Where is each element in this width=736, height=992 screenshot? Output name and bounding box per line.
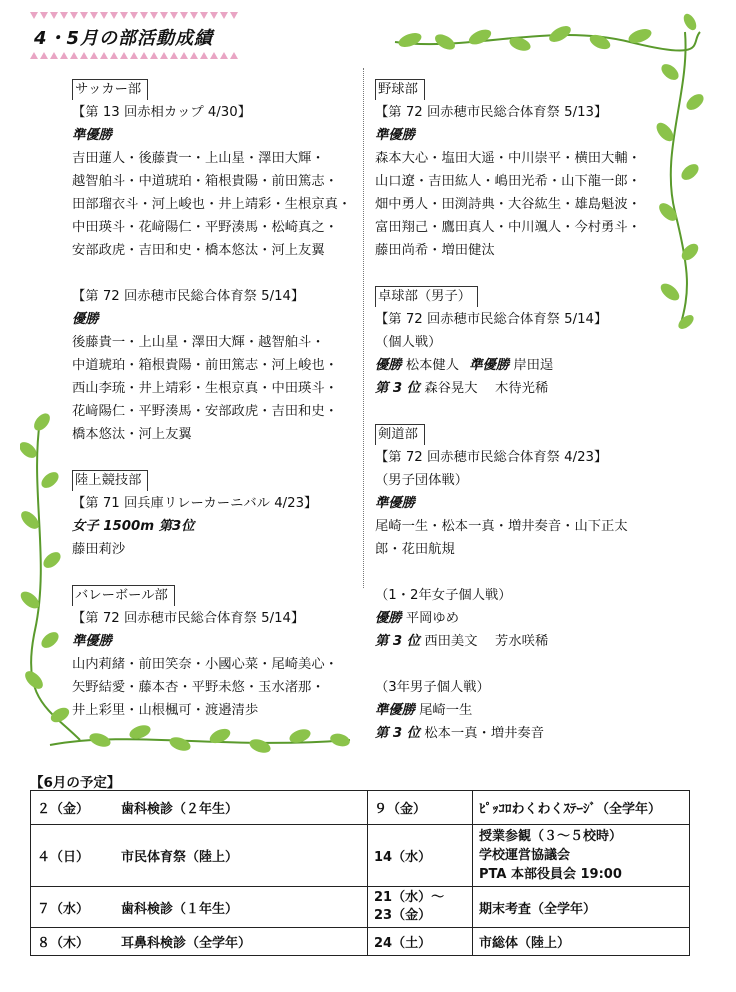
event-cell: 市民体育祭（陸上） (115, 825, 368, 887)
member-line: 西山李琉・井上靖彩・生根京真・中田瑛斗・ (72, 381, 338, 396)
member-line: 森本大心・塩田大遥・中川崇平・横田大輔・ (375, 151, 641, 166)
result-line (375, 699, 675, 722)
event-cell: 歯科検診（２年生） (115, 791, 368, 825)
column-divider (363, 68, 364, 588)
date-cell: ９（金） (368, 791, 473, 825)
award-label: 第 3 位 (375, 381, 421, 396)
result-line (375, 630, 675, 653)
table-row (31, 887, 690, 928)
event-title: 【第 72 回赤穂市民総合体育祭 5/14】 (375, 312, 608, 327)
event-title: 【第 72 回赤穂市民総合体育祭 5/13】 (375, 105, 608, 120)
club-heading-kendo: 剣道部 (375, 424, 425, 445)
right-column (375, 78, 675, 745)
event-title: 【第 71 回兵庫リレーカーニバル 4/23】 (72, 496, 318, 511)
member-line: 田部瑠衣斗・河上峻也・井上靖彩・生根京真・ (72, 197, 352, 212)
winner-name: 平岡ゆめ (405, 611, 460, 626)
member-line: 尾崎一生・松本一真・増井奏音・山下正太 (375, 519, 628, 534)
result-line (375, 377, 675, 400)
club-heading-volleyball: バレーボール部 (72, 585, 175, 606)
date-cell: ４（日） (31, 825, 116, 887)
club-heading-track: 陸上競技部 (72, 470, 148, 491)
date-cell: ２（金） (31, 791, 116, 825)
award-label: 優勝 (375, 358, 402, 373)
event-title: 【第 13 回赤相カップ 4/30】 (72, 105, 251, 120)
date-cell: 14（水） (368, 825, 473, 887)
member-line: 山内莉緒・前田笑奈・小國心菜・尾崎美心・ (72, 657, 338, 672)
event-title: 【第 72 回赤穂市民総合体育祭 5/14】 (72, 611, 305, 626)
award-label: 第 3 位 (375, 726, 421, 741)
category-label: （3年男子個人戦） (375, 680, 490, 695)
award-label: 優勝 (72, 312, 99, 327)
award-label: 第 3 位 (375, 634, 421, 649)
left-column (72, 78, 360, 722)
pink-triangle-border-bottom (30, 52, 240, 60)
event-title: 【第 72 回赤穂市民総合体育祭 5/14】 (72, 289, 305, 304)
award-label: 準優勝 (469, 358, 510, 373)
event-line: 期末考査（全学年） (479, 901, 597, 917)
pink-triangle-border-top (30, 12, 240, 20)
event-cell (473, 887, 690, 928)
category-label: （個人戦） (375, 335, 442, 350)
date-cell: 21（水）～ 23（金） (368, 887, 473, 928)
table-row (31, 928, 690, 956)
award-label: 女子 1500m 第3位 (72, 519, 195, 534)
runner-up-name: 岸田逞 (513, 358, 554, 373)
third-place-names: 松本一真・増井奏音 (424, 726, 545, 741)
event-line: 市総体（陸上） (479, 936, 571, 951)
event-cell (473, 791, 690, 825)
event-cell: 耳鼻科検診（全学年） (115, 928, 368, 956)
award-label: 準優勝 (375, 703, 415, 718)
member-line: 吉田蓮人・後藤貴一・上山星・澤田大輝・ (72, 151, 325, 166)
award-label: 準優勝 (72, 634, 112, 649)
winner-name: 松本健人 (405, 358, 460, 373)
runner-up-name: 尾崎一生 (419, 703, 473, 718)
page-title: 4・5月の部活動成績 (34, 28, 214, 49)
member-line: 越智舶斗・中道琥珀・箱根貴陽・前田篤志・ (72, 174, 338, 189)
event-cell (473, 928, 690, 956)
schedule-table (30, 790, 690, 956)
member-line: 中田瑛斗・花﨑陽仁・平野湊馬・松崎真之・ (72, 220, 338, 235)
table-row (31, 825, 690, 887)
member-line: 花﨑陽仁・平野湊馬・安部政虎・吉田和史・ (72, 404, 338, 419)
member-line: 後藤貴一・上山星・澤田大輝・越智舶斗・ (72, 335, 325, 350)
award-label: 優勝 (375, 611, 402, 626)
category-label: （男子団体戦） (375, 473, 469, 488)
date-cell: 24（土） (368, 928, 473, 956)
member-line: 井上彩里・山根楓可・渡邉清歩 (72, 703, 259, 718)
member-line: 山口遼・吉田紘人・嶋田光希・山下龍一郎・ (375, 174, 641, 189)
result-line (375, 607, 675, 630)
event-title: 【第 72 回赤穂市民総合体育祭 4/23】 (375, 450, 608, 465)
club-heading-baseball: 野球部 (375, 79, 425, 100)
award-label: 準優勝 (375, 496, 415, 511)
club-heading-soccer: サッカー部 (72, 79, 148, 100)
result-line (375, 354, 675, 377)
date-cell: ８（木） (31, 928, 116, 956)
event-line: PTA 本部役員会 19:00 (479, 867, 622, 882)
member-line: 橋本悠汰・河上友翼 (72, 427, 192, 442)
club-heading-table-tennis: 卓球部（男子） (375, 286, 478, 307)
member-line: 中道琥珀・箱根貴陽・前田篤志・河上峻也・ (72, 358, 338, 373)
member-line: 郎・花田航規 (375, 542, 455, 557)
third-place-names: 森谷晃大 木待光稀 (424, 381, 549, 396)
award-label: 準優勝 (72, 128, 112, 143)
third-place-names: 西田美文 芳水咲稀 (424, 634, 549, 649)
category-label: （1・2年女子個人戦） (375, 588, 512, 603)
member-line: 矢野結愛・藤本杏・平野未悠・玉水渚那・ (72, 680, 325, 695)
schedule-title: 【6月の予定】 (30, 775, 121, 791)
event-line: ﾋﾟｯｺﾛわくわくｽﾃｰｼﾞ（全学年） (479, 802, 662, 817)
member-line: 富田翔己・鷹田真人・中川颯人・今村勇斗・ (375, 220, 641, 235)
member-line: 藤田莉沙 (72, 542, 126, 557)
event-line: 学校運営協議会 (479, 848, 571, 863)
result-line (375, 722, 675, 745)
award-label: 準優勝 (375, 128, 415, 143)
member-line: 畑中勇人・田渕詩典・大谷紘生・雄島魁波・ (375, 197, 641, 212)
date-cell: ７（水） (31, 887, 116, 928)
event-cell: 歯科検診（１年生） (115, 887, 368, 928)
event-line: 授業参観（３～５校時） (479, 829, 623, 844)
member-line: 藤田尚希・増田健汰 (375, 243, 495, 258)
member-line: 安部政虎・吉田和史・橋本悠汰・河上友翼 (72, 243, 325, 258)
event-cell (473, 825, 690, 887)
table-row (31, 791, 690, 825)
